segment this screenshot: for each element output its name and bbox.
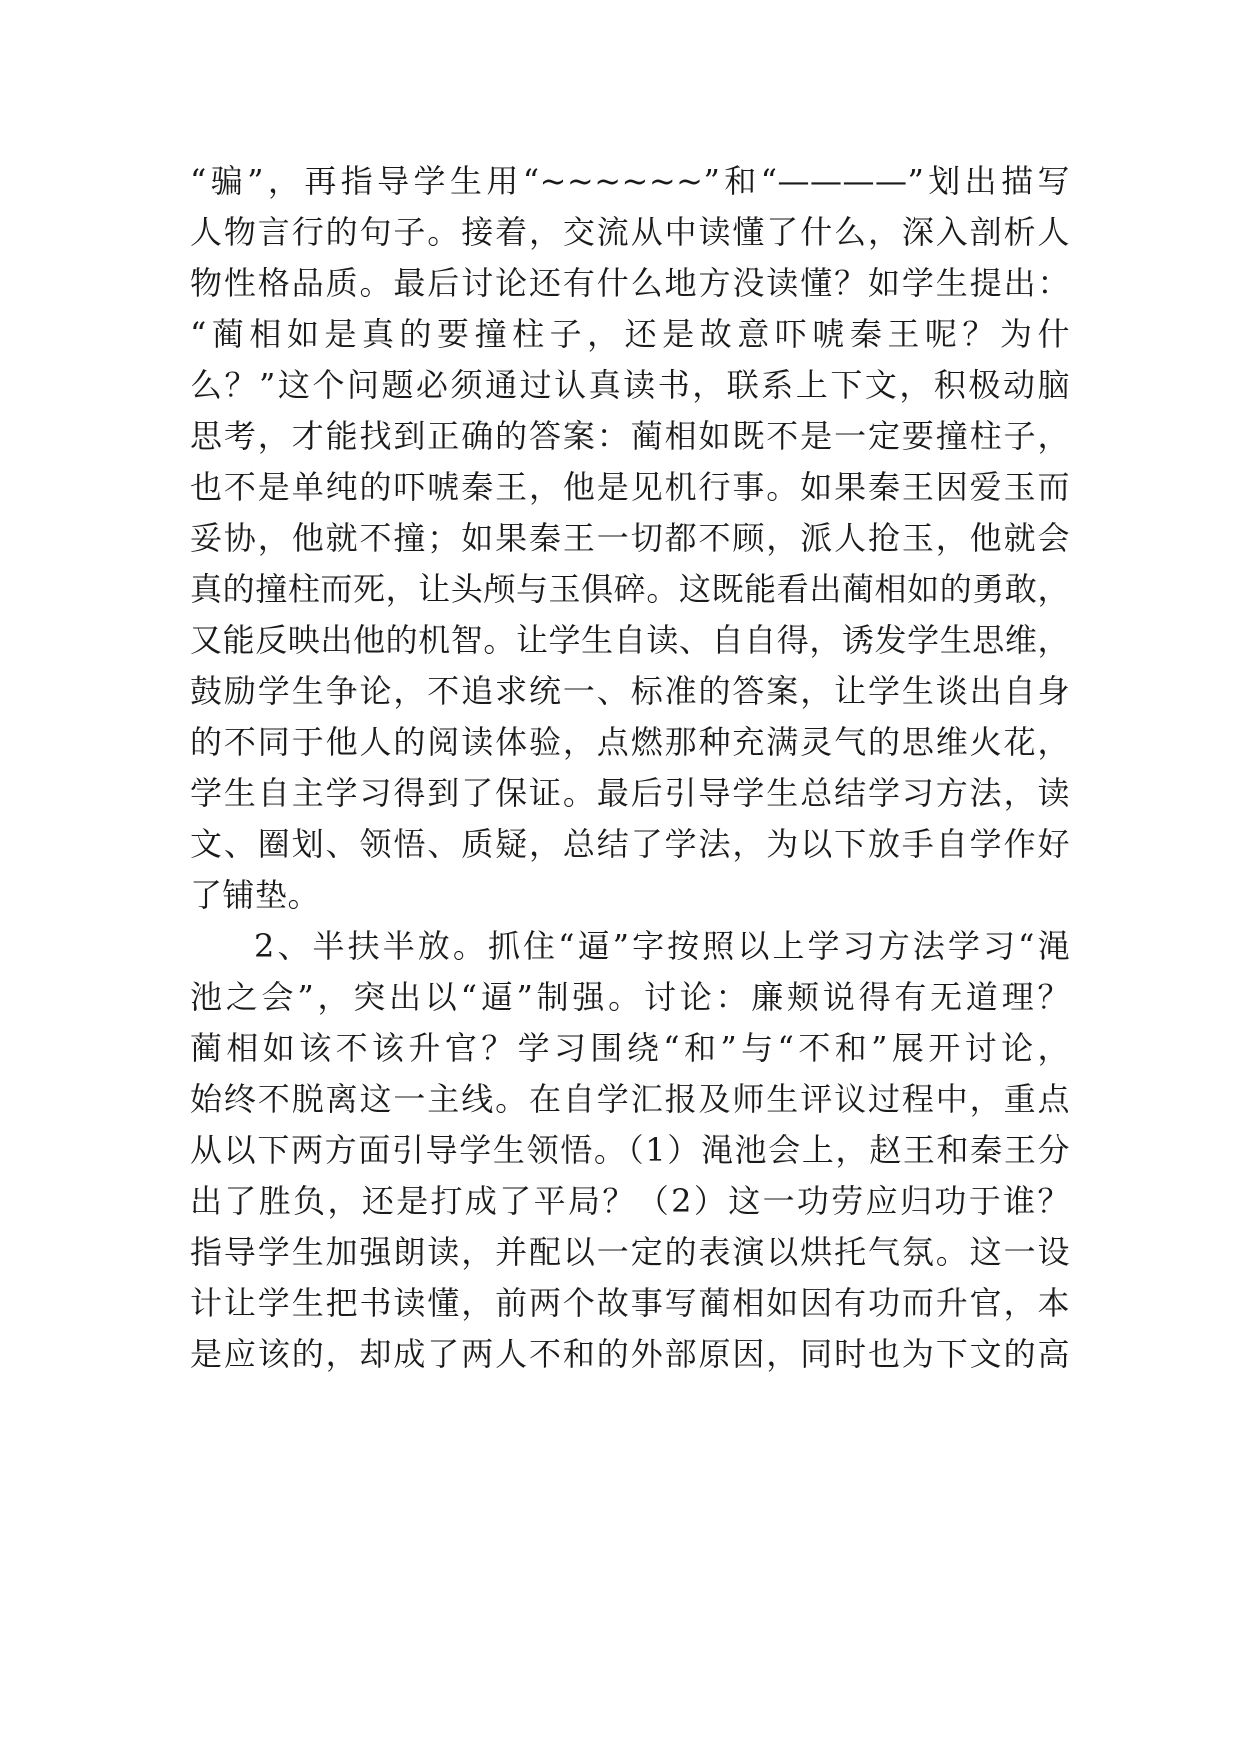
text-line: 2、半扶半放。抓住“逼”字按照以上学习方法学习“渑: [254, 927, 1070, 965]
text-line: 池之会”，突出以“逼”制强。讨论：廉颊说得有无道理？: [190, 978, 1070, 1016]
text-line: 始终不脱离这一主线。在自学汇报及师生评议过程中，重点: [190, 1080, 1070, 1118]
text-line: 也不是单纯的吓唬秦王，他是见机行事。如果秦王因爱玉而: [190, 468, 1070, 506]
text-line: 计让学生把书读懂，前两个故事写蔺相如因有功而升官，本: [190, 1284, 1070, 1322]
text-line: 物性格品质。最后讨论还有什么地方没读懂？如学生提出：: [190, 264, 1070, 302]
text-line: 学生自主学习得到了保证。最后引导学生总结学习方法，读: [190, 774, 1070, 812]
paragraph-1: [190, 156, 1070, 921]
text-line: 人物言行的句子。接着，交流从中读懂了什么，深入剖析人: [190, 213, 1070, 251]
text-line: 真的撞柱而死，让头颅与玉俱碎。这既能看出蔺相如的勇敢，: [190, 570, 1070, 608]
text-line: 从以下两方面引导学生领悟。（1）渑池会上，赵王和秦王分: [190, 1131, 1070, 1169]
text-line: 妥协，他就不撞；如果秦王一切都不顾，派人抢玉，他就会: [190, 519, 1070, 557]
text-line: 了铺垫。: [190, 876, 321, 914]
text-line: “骗”，再指导学生用“~~~~~~”和“————”划出描写: [190, 162, 1070, 200]
text-line: 出了胜负，还是打成了平局？（2）这一功劳应归功于谁？: [190, 1182, 1070, 1220]
text-line: 么？”这个问题必须通过认真读书，联系上下文，积极动脑: [190, 366, 1070, 404]
paragraph-2: [190, 921, 1070, 1380]
text-line: 蔺相如该不该升官？学习围绕“和”与“不和”展开讨论，: [190, 1029, 1070, 1067]
text-line: 又能反映出他的机智。让学生自读、自自得，诱发学生思维，: [190, 621, 1070, 659]
text-line: 是应该的，却成了两人不和的外部原因，同时也为下文的高: [190, 1335, 1070, 1373]
text-line: 文、圈划、领悟、质疑，总结了学法，为以下放手自学作好: [190, 825, 1070, 863]
text-line: 的不同于他人的阅读体验，点燃那种充满灵气的思维火花，: [190, 723, 1070, 761]
body-text: [190, 156, 1070, 1380]
text-line: 指导学生加强朗读，并配以一定的表演以烘托气氛。这一设: [190, 1233, 1070, 1271]
text-line: “蔺相如是真的要撞柱子，还是故意吓唬秦王呢？为什: [190, 315, 1070, 353]
text-line: 鼓励学生争论，不追求统一、标准的答案，让学生谈出自身: [190, 672, 1070, 710]
text-line: 思考，才能找到正确的答案：蔺相如既不是一定要撞柱子，: [190, 417, 1070, 455]
